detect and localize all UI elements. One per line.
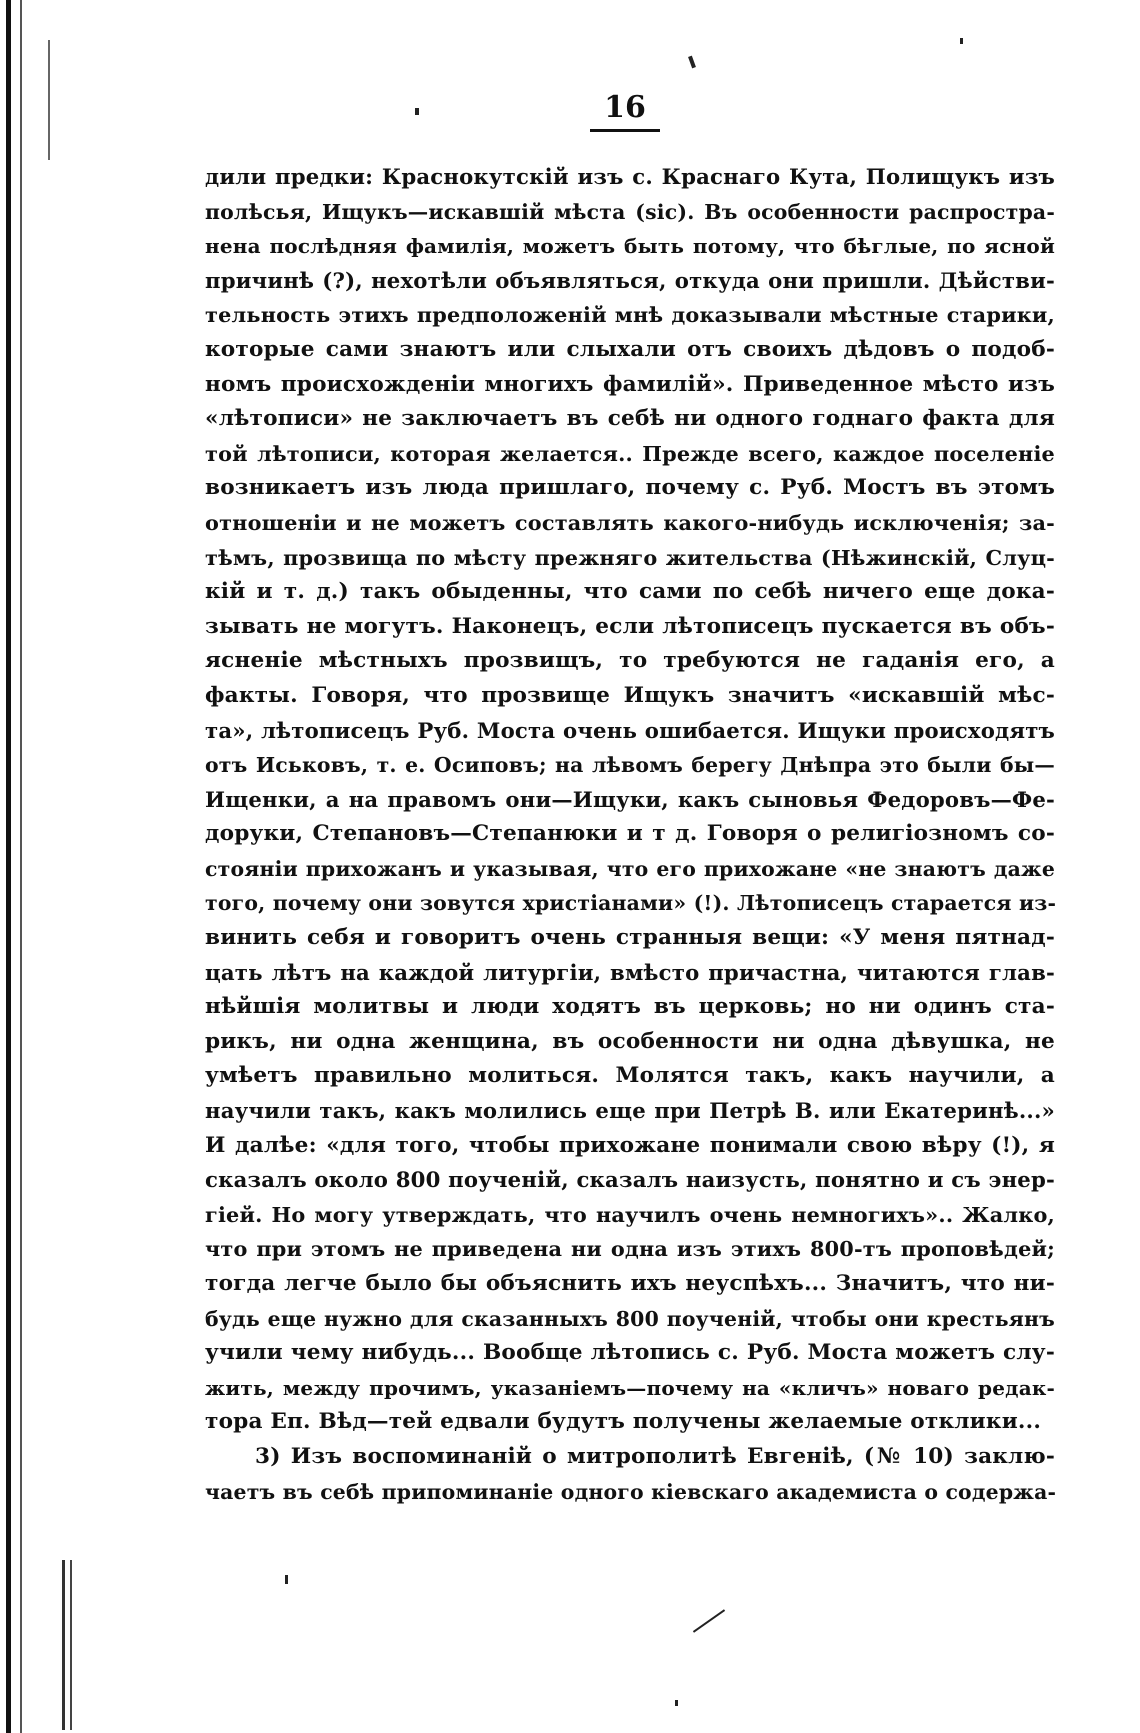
- text-line: полѣсья, Ищукъ—искавшій мѣста (sic). Въ особенности распростра-: [205, 199, 1055, 224]
- binding-edge: [48, 40, 50, 160]
- text-line: жить, между прочимъ, указаніемъ—почему на «кличъ» новаго редак-: [205, 1375, 1055, 1400]
- scan-speck: [960, 38, 963, 44]
- text-line: доруки, Степановъ—Степанюки и т д. Говоря о религіозномъ со-: [205, 821, 1055, 847]
- text-line: той лѣтописи, которая желается.. Прежде всего, каждое поселеніе: [205, 440, 1055, 466]
- text-line: возникаетъ изъ люда пришлаго, почему с. Руб. Мостъ въ этомъ: [205, 475, 1055, 501]
- text-line: сказалъ около 800 поученій, сказалъ наизусть, понятно и съ энер-: [205, 1167, 1055, 1193]
- text-line: научили такъ, какъ молились еще при Петрѣ В. или Екатеринѣ...»: [205, 1098, 1055, 1124]
- text-line: что при этомъ не приведена ни одна изъ этихъ 800-тъ проповѣдей;: [205, 1236, 1055, 1262]
- text-line: гіей. Но могу утверждать, что научилъ очень немногихъ».. Жалко,: [205, 1201, 1055, 1227]
- text-line: факты. Говоря, что прозвище Ищукъ значитъ «искавшій мѣс-: [205, 682, 1055, 708]
- text-line: того, почему они зовутся христіанами» (!). Лѣтописецъ старается из-: [205, 891, 1057, 916]
- text-line: «лѣтописи» не заключаетъ въ себѣ ни одного годнаго факта для: [205, 406, 1055, 432]
- text-line: номъ происхожденіи многихъ фамилій». Приведенное мѣсто изъ: [205, 371, 1055, 397]
- text-line: отъ Иськовъ, т. е. Осиповъ; на лѣвомъ берегу Днѣпра это были бы—: [205, 753, 1055, 778]
- scan-speck: [285, 1575, 288, 1584]
- binding-edge: [20, 0, 22, 1733]
- text-line: нена послѣдняя фамилія, можетъ быть потому, что бѣглые, по ясной: [205, 234, 1055, 259]
- text-line: кій и т. д.) такъ обыденны, что сами по себѣ ничего еще дока-: [205, 579, 1055, 605]
- binding-edge: [70, 1560, 72, 1730]
- text-line: И далѣе: «для того, чтобы прихожане понимали свою вѣру (!), я: [205, 1132, 1055, 1158]
- text-line: тогда легче было бы объяснить ихъ неуспѣхъ... Значитъ, что ни-: [205, 1271, 1055, 1296]
- scan-speck: [415, 108, 419, 115]
- text-line: рикъ, ни одна женщина, въ особенности ни одна дѣвушка, не: [205, 1028, 1055, 1054]
- text-line: тора Еп. Вѣд—тей едвали будутъ получены желаемые отклики...: [205, 1409, 1042, 1435]
- text-line: дили предки: Краснокутскій изъ с. Краснаго Кута, Полищукъ изъ: [205, 164, 1055, 189]
- text-line: тельность этихъ предположеній мнѣ доказывали мѣстные старики,: [205, 302, 1055, 328]
- scan-speck: [675, 1700, 678, 1706]
- text-line: зывать не могутъ. Наконецъ, если лѣтописецъ пускается въ объ-: [205, 613, 1055, 639]
- text-line: цать лѣтъ на каждой литургіи, вмѣсто причастна, читаются глав-: [205, 959, 1055, 985]
- text-line: та», лѣтописецъ Руб. Моста очень ошибается. Ищуки происходятъ: [205, 717, 1055, 743]
- text-line: причинѣ (?), нехотѣли объявляться, откуда они пришли. Дѣйстви-: [205, 267, 1055, 293]
- text-line: ясненіе мѣстныхъ прозвищъ, то требуются не гаданія его, а: [205, 648, 1055, 674]
- text-line: умѣетъ правильно молиться. Молятся такъ, какъ научили, а: [205, 1063, 1055, 1089]
- text-line: стояніи прихожанъ и указывая, что его прихожане «не знаютъ даже: [205, 856, 1055, 881]
- binding-edge: [6, 0, 11, 1733]
- text-line: винить себя и говоритъ очень странныя вещи: «У меня пятнад-: [205, 925, 1055, 951]
- text-line: будь еще нужно для сказанныхъ 800 поученій, чтобы они крестьянъ: [205, 1306, 1055, 1331]
- text-line: тѣмъ, прозвища по мѣсту прежняго жительства (Нѣжинскій, Слуц-: [205, 544, 1055, 570]
- body-text: [205, 160, 1055, 1509]
- page-number: 16: [590, 90, 660, 132]
- text-line: Ищенки, а на правомъ они—Ищуки, какъ сыновья Федоровъ—Фе-: [205, 786, 1055, 812]
- text-line: 3) Изъ воспоминаній о митрополитѣ Евгеніѣ, (№ 10) заклю-: [255, 1443, 1055, 1469]
- binding-edge: [62, 1560, 65, 1730]
- text-line: чаетъ въ себѣ припоминаніе одного кіевскаго академиста о содержа-: [205, 1479, 1057, 1504]
- text-line: которые сами знаютъ или слыхали отъ своихъ дѣдовъ о подоб-: [205, 336, 1055, 362]
- text-line: отношеніи и не можетъ составлять какого-нибудь исключенія; за-: [205, 509, 1055, 535]
- scan-speck: [693, 1609, 725, 1632]
- text-line: нѣйшія молитвы и люди ходятъ въ церковь; но ни одинъ ста-: [205, 994, 1055, 1020]
- text-line: учили чему нибудь... Вообще лѣтопись с. Руб. Моста можетъ слу-: [205, 1340, 1055, 1366]
- scan-speck: [688, 56, 696, 69]
